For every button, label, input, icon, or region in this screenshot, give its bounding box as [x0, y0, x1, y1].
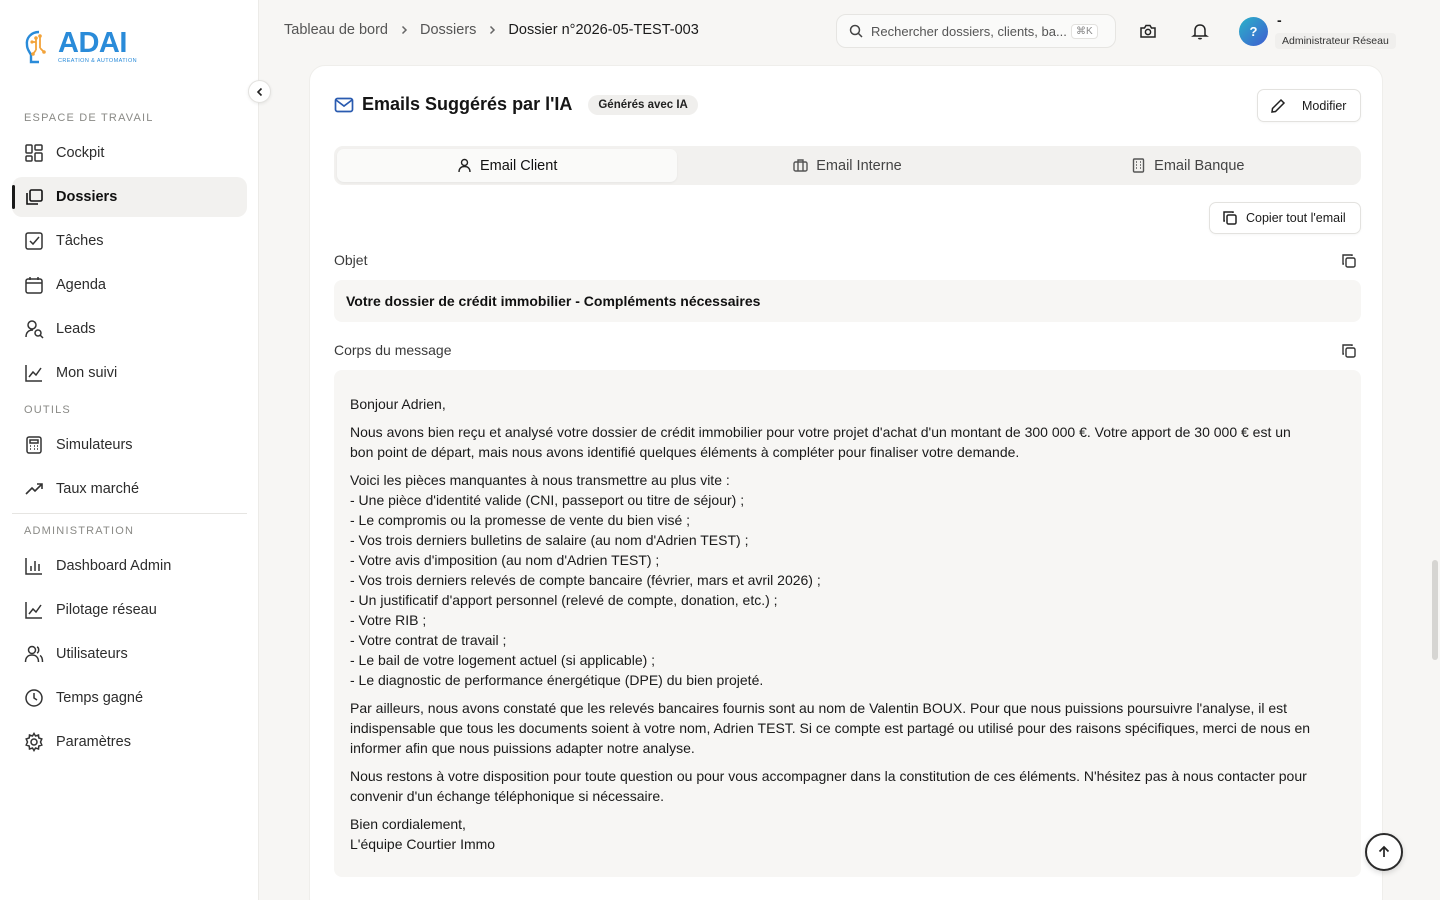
search-placeholder: Rechercher dossiers, clients, ba...	[871, 23, 1067, 39]
mail-icon	[334, 95, 354, 115]
camera-button[interactable]	[1137, 20, 1159, 42]
body-label: Corps du message	[334, 342, 452, 358]
sidebar-item-parametres[interactable]	[12, 722, 247, 762]
user-icon	[457, 158, 472, 173]
body-line: Voici les pièces manquantes à nous transmettre au plus vite :	[350, 472, 730, 488]
top-bar	[259, 0, 1440, 64]
camera-icon	[1139, 22, 1157, 40]
edit-button-label: Modifier	[1302, 98, 1347, 113]
sidebar	[0, 0, 259, 900]
clock-icon	[24, 688, 44, 708]
sidebar-item-label: Leads	[56, 321, 96, 337]
sidebar-item-label: Tâches	[56, 233, 104, 249]
sidebar-item-cockpit[interactable]	[12, 133, 247, 173]
search-icon	[849, 24, 863, 38]
list-item: - Le diagnostic de performance énergétique (DPE) du bien projeté.	[350, 672, 764, 688]
list-item: - Un justificatif d'apport personnel (relevé de compte, donation, etc.) ;	[350, 592, 778, 608]
body-intro	[350, 422, 1345, 462]
body-signature	[350, 814, 1345, 854]
tab-email-banque[interactable]	[1018, 149, 1358, 182]
list-item: - Votre contrat de travail ;	[350, 632, 507, 648]
line-chart-icon	[24, 600, 44, 620]
body-line: convenir d'un échange téléphonique si nécessaire.	[350, 788, 665, 804]
sidebar-divider	[12, 513, 247, 514]
sidebar-item-label: Cockpit	[56, 145, 105, 161]
user-role-badge: Administrateur Réseau	[1275, 33, 1396, 49]
user-search-icon	[24, 319, 44, 339]
brand-logo[interactable]	[22, 28, 137, 68]
subject-label: Objet	[334, 252, 368, 268]
body-closing	[350, 766, 1345, 806]
sidebar-item-agenda[interactable]	[12, 265, 247, 305]
copy-all-button[interactable]	[1209, 202, 1361, 234]
sidebar-item-label: Mon suivi	[56, 365, 118, 381]
tab-email-client[interactable]	[337, 149, 677, 182]
emails-card	[309, 65, 1383, 900]
breadcrumb-item-dossiers[interactable]: Dossiers	[420, 22, 477, 38]
gear-icon	[24, 732, 44, 752]
body-line: indispensable que tous les documents soient à votre nom, Adrien TEST. Si ce compte est partagé ou utilisé pour des raisons spécifiques, merci de nous en	[350, 720, 1311, 736]
chevron-right-icon	[398, 24, 410, 36]
users-icon	[24, 644, 44, 664]
sidebar-item-label: Paramètres	[56, 734, 131, 750]
sidebar-item-label: Dossiers	[56, 189, 118, 205]
calculator-icon	[24, 435, 44, 455]
breadcrumb	[284, 22, 699, 38]
bar-chart-icon	[24, 556, 44, 576]
user-name: -	[1277, 12, 1282, 28]
dashboard-icon	[24, 143, 44, 163]
pencil-icon	[1270, 98, 1286, 114]
breadcrumb-current: Dossier n°2026-05-TEST-003	[508, 22, 699, 38]
list-item: - Une pièce d'identité valide (CNI, passeport ou titre de séjour) ;	[350, 492, 745, 508]
copy-icon	[1222, 210, 1238, 226]
sidebar-item-simulateurs[interactable]	[12, 425, 247, 465]
line-chart-icon	[24, 363, 44, 383]
body-line: Nous restons à votre disposition pour toute question ou pour vous accompagner dans la constitution de ces éléments. N'hésitez pas à nous contacter pour	[350, 768, 1307, 784]
breadcrumb-item-dashboard[interactable]: Tableau de bord	[284, 22, 388, 38]
sidebar-item-label: Agenda	[56, 277, 106, 293]
tab-label: Email Banque	[1154, 157, 1245, 174]
chevron-left-icon	[254, 86, 266, 98]
copy-all-label: Copier tout l'email	[1246, 211, 1346, 225]
section-title-administration: ADMINISTRATION	[24, 525, 135, 537]
list-item: - Votre avis d'imposition (au nom d'Adrien TEST) ;	[350, 552, 660, 568]
section-title-workspace: ESPACE DE TRAVAIL	[24, 112, 154, 124]
list-item: - Votre RIB ;	[350, 612, 427, 628]
brand-tagline: CREATION & AUTOMATION	[58, 58, 137, 64]
calendar-icon	[24, 275, 44, 295]
copy-subject-icon[interactable]	[1341, 253, 1357, 269]
body-note	[350, 698, 1345, 758]
search-input[interactable]	[836, 14, 1116, 48]
section-title-outils: OUTILS	[24, 404, 71, 416]
card-title: Emails Suggérés par l'IA	[362, 94, 573, 114]
avatar[interactable]: ?	[1239, 17, 1268, 46]
body-greeting: Bonjour Adrien,	[350, 396, 446, 412]
trending-up-icon	[24, 479, 44, 499]
sidebar-item-label: Dashboard Admin	[56, 558, 172, 574]
list-item: - Vos trois derniers bulletins de salaire (au nom d'Adrien TEST) ;	[350, 532, 749, 548]
subject-field[interactable]: Votre dossier de crédit immobilier - Compléments nécessaires	[334, 280, 1361, 322]
building-icon	[1131, 158, 1146, 173]
list-item: - Le bail de votre logement actuel (si applicable) ;	[350, 652, 656, 668]
body-missing-documents	[350, 470, 1345, 690]
copy-body-icon[interactable]	[1341, 343, 1357, 359]
body-line: L'équipe Courtier Immo	[350, 836, 496, 852]
brain-circuit-icon	[22, 28, 56, 68]
card-header	[334, 94, 698, 115]
edit-button[interactable]	[1257, 89, 1361, 122]
sidebar-item-label: Simulateurs	[56, 437, 133, 453]
notifications-button[interactable]	[1189, 20, 1211, 42]
sidebar-item-temps-gagne[interactable]	[12, 678, 247, 718]
email-tabs	[334, 146, 1361, 185]
tab-label: Email Client	[479, 157, 558, 174]
sidebar-collapse-button[interactable]	[248, 80, 271, 103]
sidebar-item-pilotage-reseau[interactable]	[12, 590, 247, 630]
body-line: Par ailleurs, nous avons constaté que les relevés bancaires fournis sont au nom de Valentin BOUX. Pour que nous puissions poursuivre l'analyse, il est	[350, 700, 1288, 716]
sidebar-item-dashboard-admin[interactable]	[12, 546, 247, 586]
sidebar-item-taches[interactable]	[12, 221, 247, 261]
body-line: Nous avons bien reçu et analysé votre dossier de crédit immobilier pour votre projet d'achat d'un montant de 300 000 €. Votre apport de 30 000 € est un	[350, 424, 1291, 440]
sidebar-item-label: Utilisateurs	[56, 646, 128, 662]
list-item: - Le compromis ou la promesse de vente du bien visé ;	[350, 512, 691, 528]
sidebar-item-mon-suivi[interactable]	[12, 353, 247, 393]
scroll-to-top-button[interactable]	[1365, 833, 1403, 871]
sidebar-item-leads[interactable]	[12, 309, 247, 349]
list-item: - Vos trois derniers relevés de compte bancaire (février, mars et avril 2026) ;	[350, 572, 821, 588]
briefcase-icon	[793, 158, 808, 173]
sidebar-item-taux-marche[interactable]	[12, 469, 247, 509]
sidebar-item-label: Temps gagné	[56, 690, 144, 706]
checkbox-icon	[24, 231, 44, 251]
brand-name: ADAI	[58, 27, 127, 59]
sidebar-item-label: Pilotage réseau	[56, 602, 157, 618]
tab-email-interne[interactable]	[677, 149, 1017, 182]
tab-label: Email Interne	[816, 157, 902, 174]
body-line: Bien cordialement,	[350, 816, 466, 832]
chevron-right-icon	[486, 24, 498, 36]
arrow-up-icon	[1376, 844, 1392, 860]
sidebar-item-dossiers[interactable]	[12, 177, 247, 217]
body-line: informer afin que nous puissions adapter notre analyse.	[350, 740, 695, 756]
sidebar-item-label: Taux marché	[56, 481, 140, 497]
sidebar-item-utilisateurs[interactable]	[12, 634, 247, 674]
page-scrollbar[interactable]	[1432, 560, 1438, 660]
message-body[interactable]	[334, 370, 1361, 877]
body-line: bon point de départ, mais nous avons identifié quelques éléments à compléter pour finaliser votre demande.	[350, 444, 1020, 460]
bell-icon	[1191, 22, 1209, 40]
folders-icon	[24, 187, 44, 207]
search-shortcut: ⌘K	[1071, 24, 1098, 39]
ai-badge: Générés avec IA	[588, 95, 698, 115]
